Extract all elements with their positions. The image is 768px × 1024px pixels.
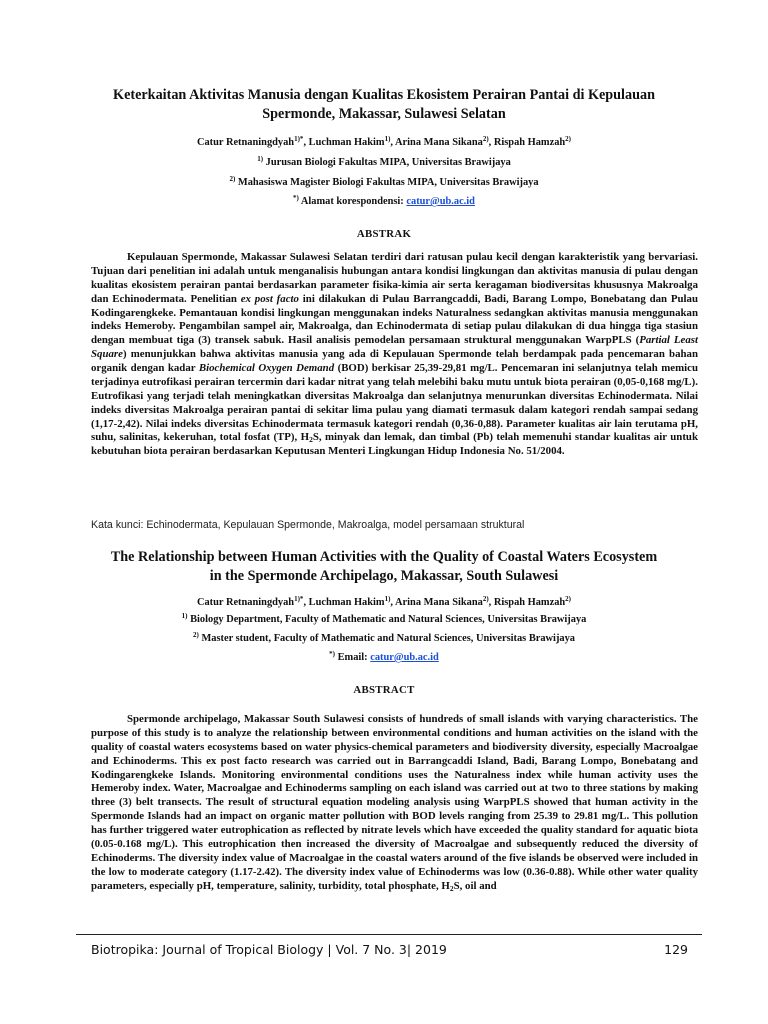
abstract-text-segment: (BOD) berkisar 25,39-29,81 mg/L. Pencemaran ini selanjutnya telah memicu terjadinya eutrofikasi perairan tercermin dari kadar nitrat yang telah melebihi baku mutu untuk biota perairan (0,05-0,168 mg/L). Eutrofikasi yang terjadi telah meningkatkan diversitas Makroalga dan selanjutnya menurunkan diversitas Echinodermata. Nilai indeks diversitas Makroalga perairan pantai di sekitar lima pulau yang diamati termasuk dalam kategori rendah sampai sedang (1,17-2,42). Nilai indeks diversitas Echinodermata termasuk kategori rendah (0,36-0,88). Parameter kualitas air lain terutama pH, suhu, salinitas, kekeruhan, total fosfat (TP), H: [91, 362, 698, 444]
author-name: Rispah Hamzah: [493, 597, 566, 608]
author-affiliation-marker: 2): [482, 135, 489, 143]
author-name: Luchman Hakim: [308, 597, 385, 608]
abstract-text-segment: ini dilakukan di Pulau Barrangcaddi, Badi, Barang Lompo, Bonebatang dan Pulau Kodingarengkeke. Pemantauan kondisi lingkungan menggunakan indeks Naturalness sedangkan aktivitas manusia menggunakan indeks Hemeroby. Pengambilan sampel air, Makroalga, dan Echinodermata di setiap pulau dilakukan di dua hingga tiga stasiun dengan membuat tiga (3) transek sabuk. Hasil analisis pemodelan persamaan struktural menggunakan WarpPLS (: [91, 292, 698, 347]
author-affiliation-marker: 1): [384, 595, 391, 603]
abstract-text-segment: ) menunjukkan bahwa aktivitas manusia yang ada di Kepulauan Spermonde telah berdampak pada pencemaran bahan organik dengan kadar: [91, 348, 698, 374]
italic-term: Biochemical Oxygen Demand: [198, 362, 335, 374]
correspondence-en-label: Email:: [337, 652, 368, 663]
subscript: 2: [309, 435, 313, 445]
author-affiliation-marker: 2): [565, 595, 572, 603]
abstract-paragraph: [91, 713, 698, 893]
footer-rule: [76, 934, 702, 935]
author-name: Rispah Hamzah: [493, 137, 566, 148]
correspondence-indonesian: [60, 195, 708, 209]
correspondence-en-email-link[interactable]: catur@ub.ac.id: [370, 652, 439, 663]
author-name: Catur Retnaningdyah: [196, 597, 295, 608]
affiliation-2-en-text: Master student, Faculty of Mathematic and Natural Sciences, Universitas Brawijaya: [201, 633, 575, 644]
affiliation-2-text: Mahasiswa Magister Biologi Fakultas MIPA, Universitas Brawijaya: [237, 177, 539, 188]
abstrak-heading: ABSTRAK: [356, 228, 412, 240]
correspondence-email-link[interactable]: catur@ub.ac.id: [406, 196, 475, 207]
author-affiliation-marker: 2): [482, 595, 489, 603]
author-name: Arina Mana Sikana: [395, 137, 483, 148]
affiliation-2-en-marker: 2): [193, 631, 199, 639]
page-number: 129: [664, 942, 688, 957]
title-indonesian-line1: Keterkaitan Aktivitas Manusia dengan Kualitas Ekosistem Perairan Pantai di Kepulauan: [113, 87, 655, 103]
correspondence-en-marker: *): [329, 650, 336, 658]
title-english-line1: The Relationship between Human Activities with the Quality of Coastal Waters Ecosystem: [110, 549, 658, 565]
abstract-text-segment: S, minyak dan lemak, dan timbal (Pb) telah memenuhi standar kualitas air untuk kebutuhan biota perairan berdasarkan Keputusan Menteri Lingkungan Hidup Indonesia No. 51/2004.: [91, 431, 698, 458]
abstract-text-segment: Kepulauan Spermonde, Makassar Sulawesi Selatan terdiri dari ratusan pulau kecil dengan karakteristik yang bervariasi. Tujuan dari penelitian ini adalah untuk menganalisis hubungan antara kondisi lingkungan dan aktivitas manusia di pulau dengan kualitas ekosistem perairan pantai berdasarkan parameter fisika-kimia air serta keragaman biodiversitas khususnya Makroalga dan Echinodermata. Penelitian: [91, 251, 698, 305]
affiliation-1-en-text: Biology Department, Faculty of Mathematic and Natural Sciences, Universitas Brawijaya: [190, 614, 587, 625]
author-affiliation-marker: 1)*: [294, 135, 304, 143]
italic-term: Partial Least Square: [91, 334, 699, 361]
affiliation-2-indonesian: [60, 176, 708, 190]
correspondence-label: Alamat korespondensi:: [300, 196, 404, 207]
title-indonesian-line2: Spermonde, Makassar, Sulawesi Selatan: [262, 106, 506, 122]
affiliation-1-en-marker: 1): [181, 612, 188, 620]
affiliation-2-english: [60, 632, 708, 646]
correspondence-english: [60, 651, 708, 665]
author-affiliation-marker: 1)*: [294, 595, 304, 603]
author-affiliation-marker: 2): [565, 135, 572, 143]
author-name: Catur Retnaningdyah: [196, 137, 295, 148]
affiliation-2-marker: 2): [229, 175, 236, 183]
affiliation-1-text: Jurusan Biologi Fakultas MIPA, Universitas Brawijaya: [265, 157, 511, 168]
title-indonesian: [80, 86, 688, 124]
keywords-line: Kata kunci: Echinodermata, Kepulauan Spermonde, Makroalga, model persamaan struktural: [91, 519, 525, 531]
abstract-heading: ABSTRACT: [353, 684, 415, 696]
author-name: Luchman Hakim: [308, 137, 385, 148]
authors-english: Catur Retnaningdyah$^{1)*}$, Luchman Hakim$^{1)}$, Arina Mana Sikana$^{2)}$, Rispah Hamzah$^{2)}$: [196, 595, 572, 608]
abstract-text-segment: S, oil and: [453, 879, 497, 892]
affiliation-1-indonesian: [60, 156, 708, 170]
affiliation-1-english: [60, 613, 708, 627]
authors-indonesian: Catur Retnaningdyah$^{1)*}$, Luchman Hakim$^{1)}$, Arina Mana Sikana$^{2)}$, Rispah Hamzah$^{2)}$: [196, 135, 572, 148]
title-english: [80, 548, 688, 586]
affiliation-1-marker: 1): [257, 155, 264, 163]
abstrak-paragraph: [91, 251, 698, 459]
author-name: Arina Mana Sikana: [395, 597, 483, 608]
correspondence-marker: *): [293, 194, 299, 202]
journal-footer: Biotropika: Journal of Tropical Biology | Vol. 7 No. 3| 2019: [91, 942, 447, 957]
title-english-line2: in the Spermonde Archipelago, Makassar, South Sulawesi: [209, 568, 559, 584]
italic-term: ex post facto: [240, 292, 299, 305]
abstract-text-segment: Spermonde archipelago, Makassar South Sulawesi consists of hundreds of small islands with varying characteristics. The purpose of this study is to analyze the relationship between environmental conditions and human activities on the island with the quality of coastal waters ecosystems based on water physics-chemical parameters and biodiversity diversity, especially Macroalgae and Echinoderms. This ex post facto research was carried out in Barrangcaddi Island, Badi, Barang Lompo, Bonebatang and Kodingarengkeke Islands. Monitoring environmental conditions uses the Naturalness index while human activity uses the Hemeroby index. Water, Macroalgae and Echinoderms sampling on each island was carried out at two to three stations by making three (3) belt transects. The result of structural equation modeling analysis using WarpPLS showed that human activity in the Spermonde Islands had an impact on organic matter pollution with BOD levels ranging from 25.39 to 29.81 mg/L. This pollution has further triggered water eutrophication as reflected by nitrate levels which have exceeded the quality standard for aquatic biota (0.05-0.168 mg/L). This eutrophication then increased the diversity of Macroalgae and subsequently reduced the diversity of Echinoderms. The diversity index value of Macroalgae in the coastal waters around of the five islands be observed were included in the low to moderate category (1.17-2.42). The diversity index value of Echinoderms was low (0.36-0.88). While other water quality parameters, especially pH, temperature, salinity, turbidity, total phosphate, H: [91, 713, 698, 892]
author-affiliation-marker: 1): [384, 135, 391, 143]
subscript: 2: [449, 883, 454, 893]
